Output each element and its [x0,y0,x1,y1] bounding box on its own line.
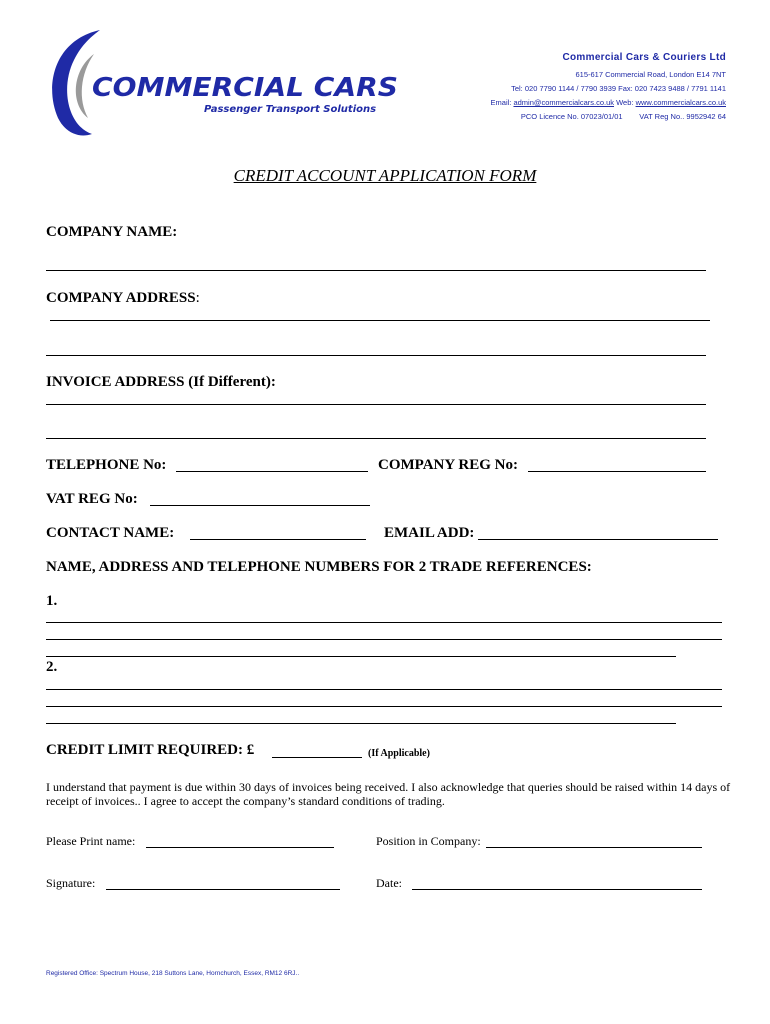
date-label: Date: [376,876,402,890]
company-address: 615-617 Commercial Road, London E14 7NT [575,70,726,79]
date-field[interactable] [412,889,702,890]
company-contact [406,98,726,107]
telephone-label: TELEPHONE No: [46,457,167,473]
logo-tagline: Passenger Transport Solutions [204,104,377,115]
licence-line [486,112,726,121]
company-address-label: COMPANY ADDRESS [46,290,196,306]
company-address-colon: : [195,290,200,306]
form-title: CREDIT ACCOUNT APPLICATION FORM [233,166,537,185]
web-link[interactable]: www.commercialcars.co.uk [635,98,726,107]
trade-references-label: NAME, ADDRESS AND TELEPHONE NUMBERS FOR 2 TRADE REFERENCES: [46,559,592,575]
vat-reg-label: VAT REG No: [46,491,138,507]
invoice-address-field-2[interactable] [46,438,706,439]
vat-reg-field[interactable] [150,505,370,506]
position-field[interactable] [486,847,702,848]
company-address-field-1[interactable] [50,320,710,321]
company-name-field[interactable] [46,270,706,271]
company-name: Commercial Cars & Couriers Ltd [562,52,726,63]
print-name-field[interactable] [146,847,334,848]
vat-number: VAT Reg No.. 9952942 64 [639,112,726,121]
email-link[interactable]: admin@commercialcars.co.uk [513,98,615,107]
position-label: Position in Company: [376,834,481,848]
company-address-label-wrap [46,290,200,307]
credit-limit-field[interactable] [272,757,362,758]
telephone-field[interactable] [176,471,368,472]
company-logo [44,26,404,146]
credit-limit-label: CREDIT LIMIT REQUIRED: £ [46,742,255,758]
company-address-field-2[interactable] [46,355,706,356]
reference-1-label: 1. [46,593,58,609]
reference-2-line-1[interactable] [46,689,722,690]
reference-1-line-3[interactable] [46,656,676,657]
email-add-label: EMAIL ADD: [384,525,475,541]
print-name-label: Please Print name: [46,834,136,848]
reference-1-line-1[interactable] [46,622,722,623]
reference-2-line-2[interactable] [46,706,722,707]
company-reg-field[interactable] [528,471,706,472]
email-prefix: Email: [490,98,514,107]
signature-label: Signature: [46,876,96,890]
credit-limit-note: (If Applicable) [368,748,430,759]
reference-2-line-3[interactable] [46,723,676,724]
contact-name-label: CONTACT NAME: [46,525,175,541]
invoice-address-field-1[interactable] [46,404,706,405]
signature-field[interactable] [106,889,340,890]
web-prefix: Web: [614,98,636,107]
logo-text: COMMERCIAL CARS [92,73,398,103]
email-add-field[interactable] [478,539,718,540]
company-name-label: COMPANY NAME: [46,224,178,240]
declaration-text: I understand that payment is due within 30 days of invoices being received. I also acknowledge that queries should be raised within 14 days of receipt of invoices.. I agree to accept the company’s standard conditions of trading. [46,780,731,808]
registered-office: Registered Office: Spectrum House, 218 Suttons Lane, Hornchurch, Essex, RM12 6RJ.. [46,970,300,977]
contact-name-field[interactable] [190,539,366,540]
company-reg-label: COMPANY REG No: [378,457,518,473]
invoice-address-label: INVOICE ADDRESS (If Different): [46,374,276,390]
reference-1-line-2[interactable] [46,639,722,640]
reference-2-label: 2. [46,659,58,675]
company-phones: Tel: 020 7790 1144 / 7790 3939 Fax: 020 7423 9488 / 7791 1141 [511,84,726,93]
pco-licence: PCO Licence No. 07023/01/01 [520,112,623,121]
